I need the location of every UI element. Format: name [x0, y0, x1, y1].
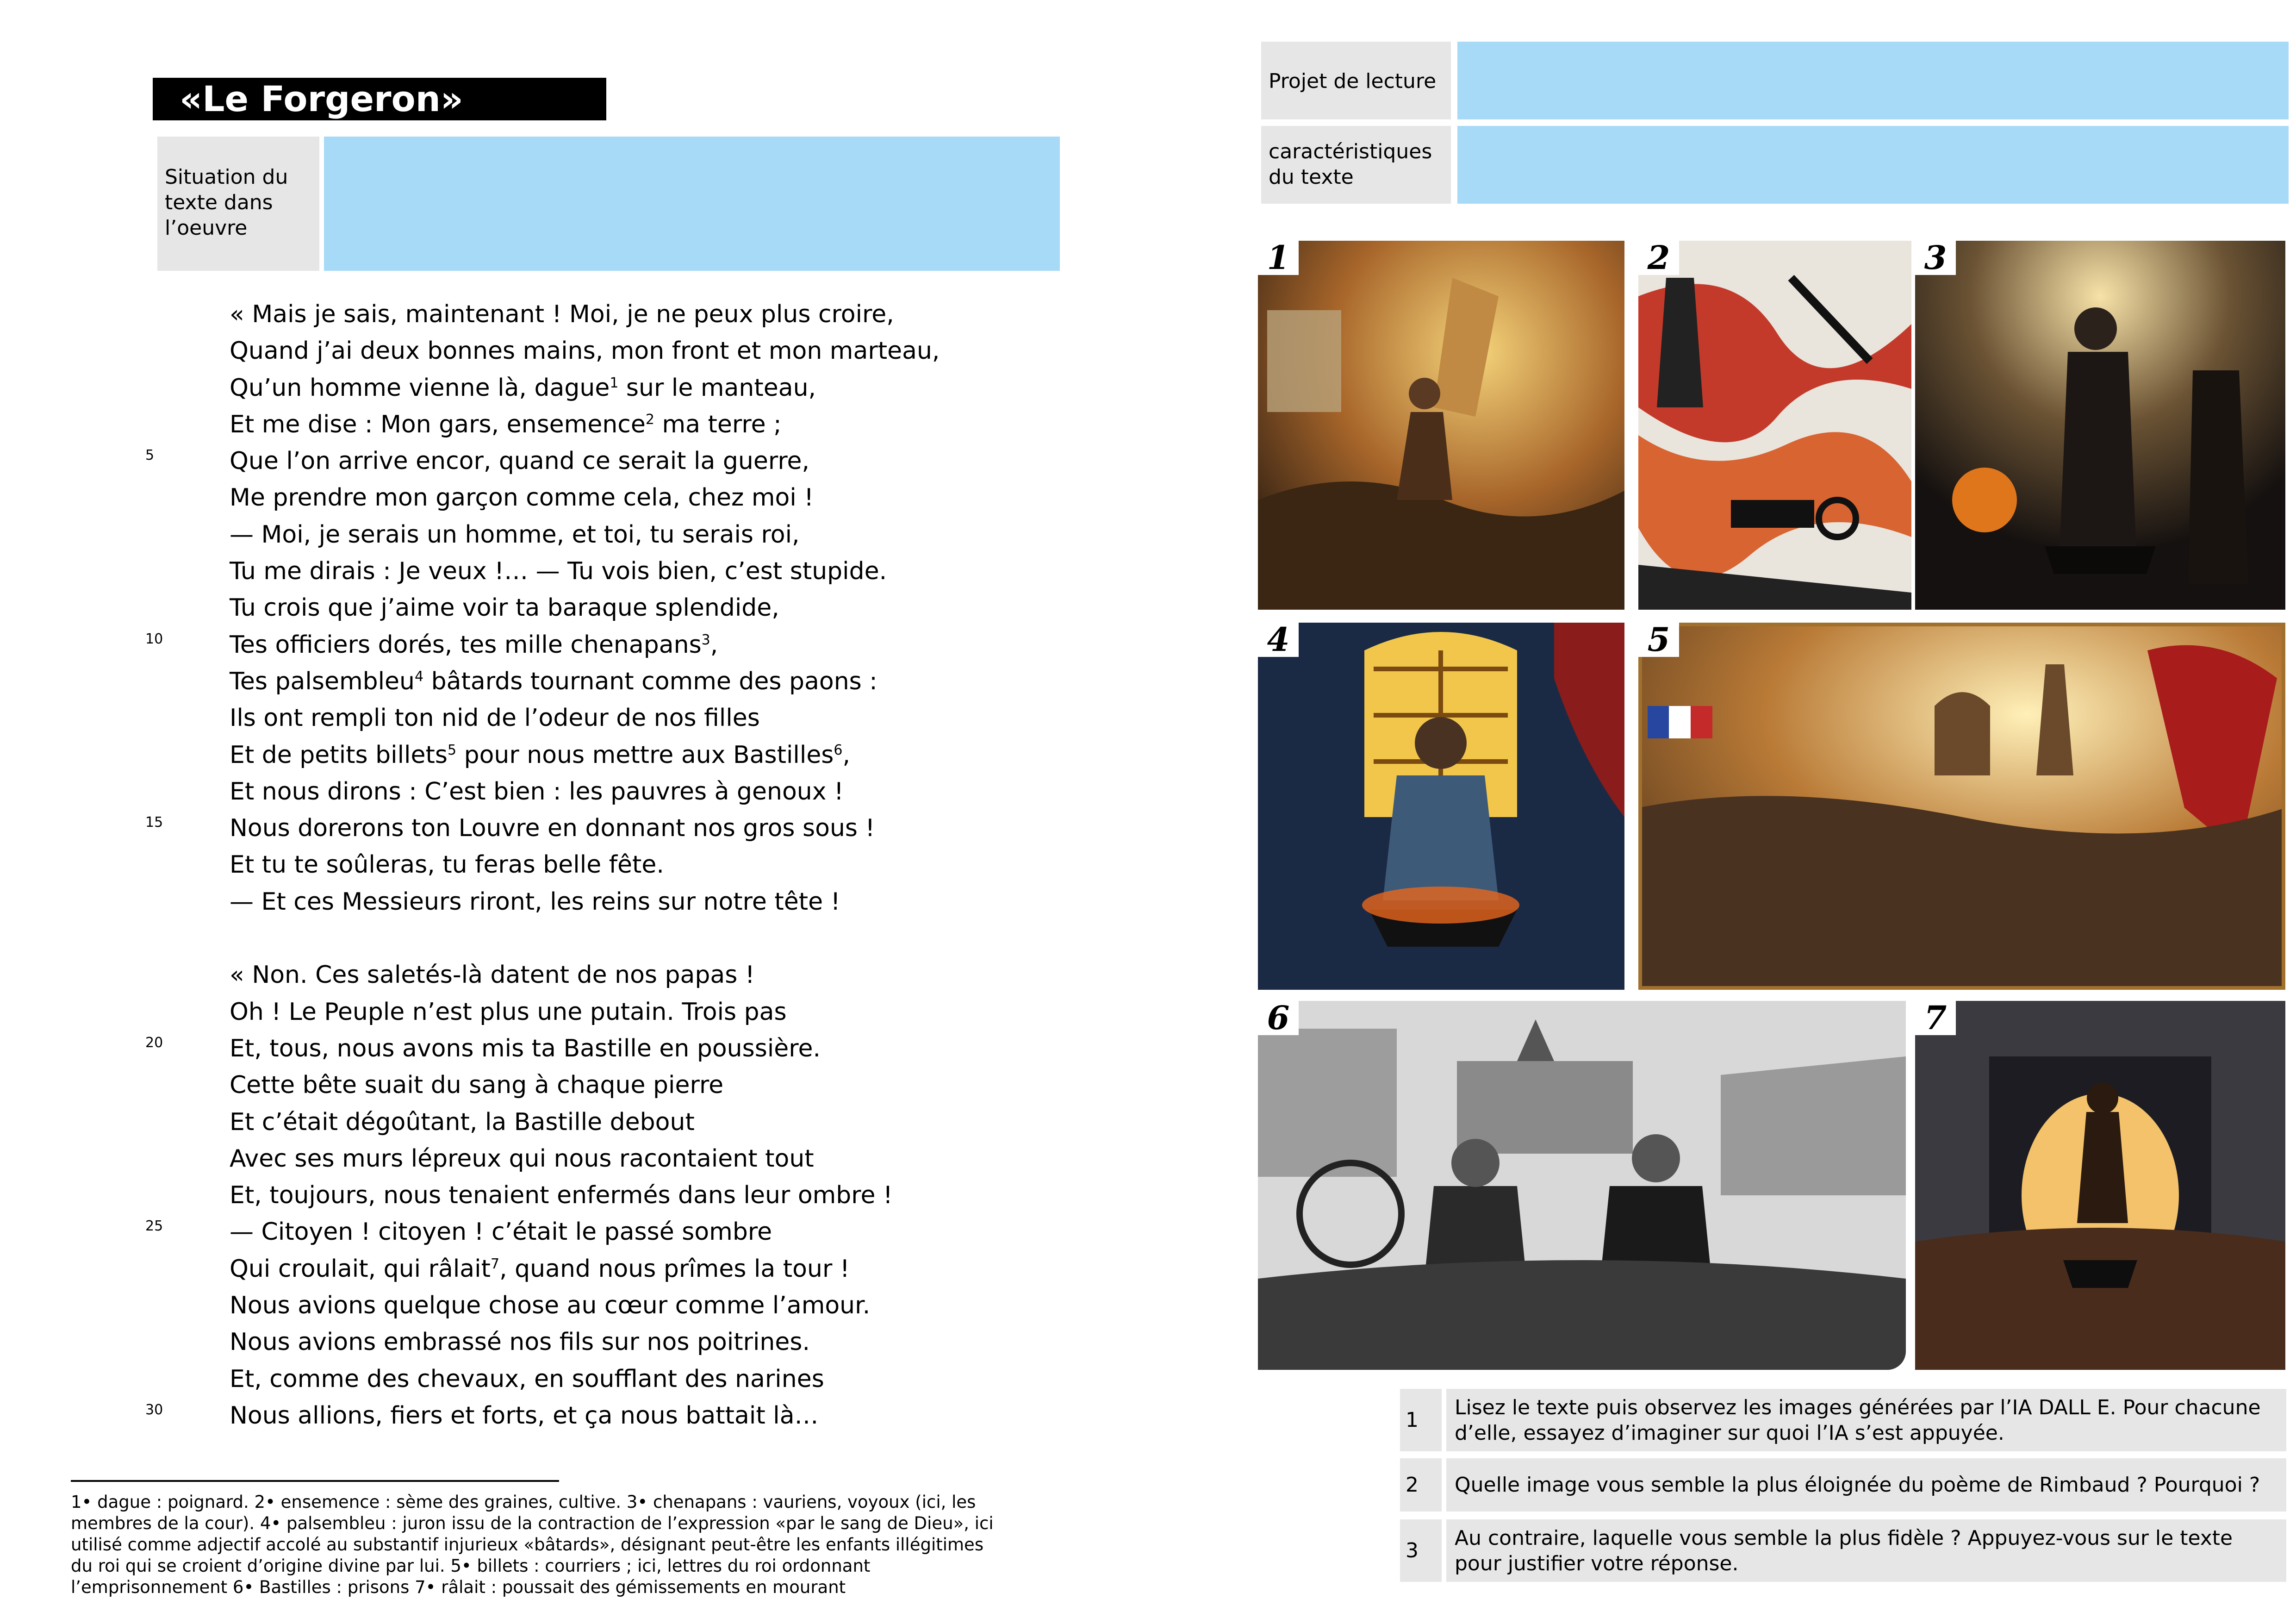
verse-text: , — [842, 741, 851, 769]
illustration-5 — [1638, 623, 2285, 990]
illustration-3 — [1915, 241, 2285, 610]
line-number: 15 — [145, 814, 163, 831]
verse-line — [139, 1177, 1018, 1214]
verse-line — [139, 1287, 1018, 1324]
verse-line — [139, 480, 1018, 516]
situation-answer-field[interactable] — [324, 137, 1060, 271]
verse-text: Et c’était dégoûtant, la Bastille debout — [230, 1108, 695, 1136]
caracteristiques-field[interactable] — [1457, 126, 2289, 204]
question-row-1 — [1400, 1389, 2286, 1451]
verse-line — [139, 1104, 1018, 1141]
illustration-3-art — [1915, 241, 2285, 610]
image-1-badge: 1 — [1258, 241, 1299, 275]
question-text: Au contraire, laquelle vous semble la plus fidèle ? Appuyez-vous sur le texte pour justifier votre réponse. — [1446, 1519, 2286, 1582]
verse-text: Et, comme des chevaux, en soufflant des narines — [230, 1365, 824, 1393]
verse-line — [139, 333, 1018, 369]
verse-text: Qui croulait, qui râlait — [230, 1255, 491, 1283]
verse-text: Et, tous, nous avons mis ta Bastille en poussière. — [230, 1034, 821, 1062]
verse-text: Tu me dirais : Je veux !… — Tu vois bien, c’est stupide. — [230, 557, 887, 586]
verse-line — [139, 296, 1018, 333]
verse-text: ma terre ; — [654, 410, 782, 438]
poem — [139, 296, 1018, 1434]
verse-line — [139, 1398, 1018, 1434]
image-3-badge: 3 — [1915, 241, 1956, 275]
verse-text: — Moi, je serais un homme, et toi, tu serais roi, — [230, 520, 800, 549]
line-number: 20 — [145, 1034, 163, 1051]
question-number: 2 — [1400, 1458, 1442, 1512]
verse-line — [139, 1361, 1018, 1398]
image-5-badge: 5 — [1638, 623, 1679, 657]
page-title: «Le Forgeron» — [153, 78, 606, 120]
image-6-badge: 6 — [1258, 1001, 1299, 1035]
illustration-2 — [1638, 241, 1911, 610]
image-2-badge: 2 — [1638, 241, 1679, 275]
illustration-1 — [1258, 241, 1624, 610]
caracteristiques-box — [1261, 126, 2289, 204]
verse-text: Et nous dirons : C’est bien : les pauvres à genoux ! — [230, 777, 844, 806]
line-number: 10 — [145, 631, 163, 647]
verse-text: Que l’on arrive encor, quand ce serait la guerre, — [230, 447, 810, 475]
verse-text: Avec ses murs lépreux qui nous racontaient tout — [230, 1144, 814, 1173]
illustration-4 — [1258, 623, 1624, 990]
verse-line — [139, 553, 1018, 590]
verse-text: Qu’un homme vienne là, dague — [230, 374, 610, 402]
verse-text: Cette bête suait du sang à chaque pierre — [230, 1071, 724, 1099]
verse-line — [139, 1324, 1018, 1361]
line-number: 5 — [145, 447, 155, 464]
verse-text: Me prendre mon garçon comme cela, chez moi ! — [230, 484, 814, 512]
footnote-ref: 2 — [645, 411, 654, 428]
footnote-ref: 7 — [491, 1255, 500, 1272]
verse-line — [139, 884, 1018, 920]
verse-line — [139, 957, 1018, 993]
verse-text: Nous avions quelque chose au cœur comme l’amour. — [230, 1292, 871, 1320]
verse-text: — Et ces Messieurs riront, les reins sur notre tête ! — [230, 887, 840, 916]
footnote-ref: 5 — [447, 742, 457, 758]
footnote-rule — [71, 1480, 559, 1482]
verse-text: Et de petits billets — [230, 741, 448, 769]
verse-text: pour nous mettre aux Bastilles — [456, 741, 834, 769]
verse-line — [139, 1067, 1018, 1104]
footnote-ref: 3 — [701, 631, 710, 648]
illustration-7-art — [1915, 1001, 2285, 1370]
footnote-ref: 6 — [834, 742, 843, 758]
verse-text: Oh ! Le Peuple n’est plus une putain. Trois pas — [230, 998, 787, 1026]
verse-text: Nous dorerons ton Louvre en donnant nos gros sous ! — [230, 814, 875, 843]
verse-line — [139, 590, 1018, 626]
illustration-6-art — [1258, 1001, 1906, 1370]
verse-text: , quand nous prîmes la tour ! — [499, 1255, 850, 1283]
illustration-7 — [1915, 1001, 2285, 1370]
verse-line — [139, 700, 1018, 737]
illustration-5-art — [1638, 623, 2285, 990]
verse-text: Et me dise : Mon gars, ensemence — [230, 410, 646, 438]
footnote-ref: 4 — [415, 668, 424, 685]
verse-text: , — [710, 631, 718, 659]
verse-text: Ils ont rempli ton nid de l’odeur de nos filles — [230, 704, 760, 732]
verse-text: Nous avions embrassé nos fils sur nos poitrines. — [230, 1328, 810, 1356]
verse-text: Tes officiers dorés, tes mille chenapans — [230, 631, 702, 659]
verse-text: Tes palsembleu — [230, 667, 415, 695]
question-number: 1 — [1400, 1389, 1442, 1451]
line-number: 30 — [145, 1401, 163, 1418]
illustration-1-art — [1258, 241, 1624, 610]
illustration-4-art — [1258, 623, 1624, 990]
projet-lecture-field[interactable] — [1457, 42, 2289, 119]
image-4-badge: 4 — [1258, 623, 1299, 657]
footnote-ref: 1 — [610, 375, 619, 391]
footnotes: 1• dague : poignard. 2• ensemence : sème des graines, cultive. 3• chenapans : vauriens, voyoux (ici, les membres de la cour). 4• palsembleu : juron issu de la contraction de l’expression «par le sang de Dieu», ici utilisé comme adjectif accolé au substantif injurieux «bâtards», désignant peut-être les enfants illégitimes du roi qui se croient d’origine divine par lui. 5• billets : courriers ; ici, lettres du roi ordonnant l’emprisonnement 6• Bastilles : prisons 7• râlait : poussait des gémissements en mourant — [71, 1492, 994, 1597]
illustration-6 — [1258, 1001, 1906, 1370]
verse-line — [139, 443, 1018, 480]
verse-line — [139, 1031, 1018, 1067]
verse-line — [139, 994, 1018, 1031]
verse-line — [139, 517, 1018, 553]
verse-line — [139, 810, 1018, 847]
verse-text: Et tu te soûleras, tu feras belle fête. — [230, 851, 664, 879]
verse-text: Et, toujours, nous tenaient enfermés dans leur ombre ! — [230, 1181, 893, 1210]
verse-line — [139, 774, 1018, 810]
verse-text: bâtards tournant comme des paons : — [423, 667, 877, 695]
verse-line — [139, 1141, 1018, 1177]
verse-text: — Citoyen ! citoyen ! c’était le passé sombre — [230, 1218, 772, 1246]
verse-text: Nous allions, fiers et forts, et ça nous battait là… — [230, 1401, 819, 1430]
verse-line — [139, 847, 1018, 883]
question-row-2 — [1400, 1458, 2286, 1512]
verse-text: Tu crois que j’aime voir ta baraque splendide, — [230, 594, 779, 622]
verse-text: sur le manteau, — [618, 374, 816, 402]
projet-lecture-label: Projet de lecture — [1261, 42, 1451, 119]
verse-text: « Mais je sais, maintenant ! Moi, je ne peux plus croire, — [230, 300, 894, 328]
stanza-2 — [139, 957, 1018, 1434]
verse-line — [139, 406, 1018, 443]
situation-box — [157, 137, 1064, 271]
stanza-1 — [139, 296, 1018, 920]
line-number: 25 — [145, 1218, 163, 1235]
verse-text: « Non. Ces saletés-là datent de nos papas ! — [230, 961, 755, 989]
caracteristiques-label: caractéristiques du texte — [1261, 126, 1451, 204]
question-text: Quelle image vous semble la plus éloignée du poème de Rimbaud ? Pourquoi ? — [1446, 1458, 2286, 1512]
stanza-gap — [139, 920, 1018, 957]
question-row-3 — [1400, 1519, 2286, 1582]
verse-line — [139, 1214, 1018, 1250]
image-7-badge: 7 — [1915, 1001, 1956, 1035]
verse-line — [139, 737, 1018, 774]
verse-line — [139, 370, 1018, 406]
question-number: 3 — [1400, 1519, 1442, 1582]
situation-label: Situation du texte dans l’oeuvre — [157, 137, 319, 271]
projet-lecture-box — [1261, 42, 2289, 119]
verse-line — [139, 627, 1018, 663]
illustration-2-art — [1638, 241, 1911, 610]
question-text: Lisez le texte puis observez les images générées par l’IA DALL E. Pour chacune d’elle, essayez d’imaginer sur quoi l’IA s’est appuyée. — [1446, 1389, 2286, 1451]
verse-line — [139, 1251, 1018, 1287]
verse-text: Quand j’ai deux bonnes mains, mon front et mon marteau, — [230, 337, 940, 365]
verse-line — [139, 663, 1018, 700]
